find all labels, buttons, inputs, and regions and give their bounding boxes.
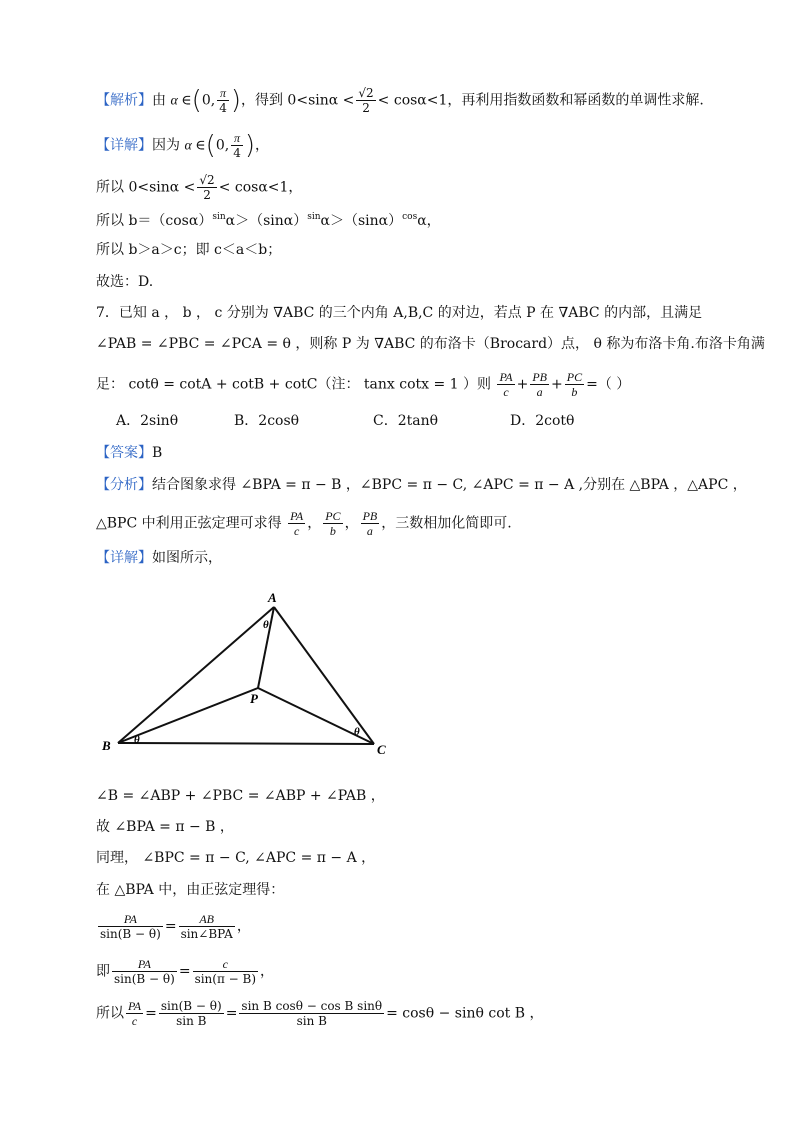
- answer-line: 【答案】B: [96, 445, 163, 461]
- options-row: [116, 410, 676, 430]
- option-d: D．2cotθ: [510, 413, 575, 429]
- fraction: $\frac{\text{sin B cosθ − cos B sinθ}}{\text{sin B}}$: [241, 999, 383, 1028]
- text-line: 在 △BPA 中，由正弦定理得：: [96, 882, 285, 898]
- detail-tag: 【详解】: [96, 550, 152, 566]
- text-line: 所以 b＞a＞c；即 c＜a＜b；: [96, 242, 282, 258]
- fraction: $\frac{PB}{a}$: [362, 509, 378, 538]
- vertex-b-label: B: [102, 738, 111, 753]
- angle-b-label: θ: [134, 734, 140, 746]
- fraction: $\frac{\pi}{4}$: [219, 86, 227, 115]
- angle-a-label: θ: [263, 619, 269, 631]
- vertex-a-label: A: [268, 590, 277, 605]
- fraction: $\frac{PB}{a}$: [532, 370, 548, 399]
- fraction: $\frac{PA}{c}$: [128, 999, 142, 1028]
- detail-tag: 【详解】: [96, 137, 152, 154]
- triangle-diagram: [96, 586, 396, 756]
- angle-c-label: θ: [354, 726, 360, 738]
- fraction: $\frac{PA}{c}$: [290, 509, 304, 538]
- text-line: 所以 $b=(\cos\alpha)^{sin}\alpha>(\sin\alpha)^{sin}\alpha>(\sin\alpha)^{cos}\alpha$，: [96, 212, 441, 229]
- option-c: C．2tanθ: [373, 413, 439, 429]
- equation-line: 即 $\frac{PA}{\sin(B - \theta)}$ = $\frac{c}{\sin(\pi - B)}$ ，: [96, 957, 275, 986]
- fraction: $\frac{√2}{2}$: [358, 86, 374, 115]
- equation-line: 所以 $\frac{PA}{c}$ = $\frac{\sin(B - \theta)}{\text{sin B}}$ = $\frac{\text{sin B cosθ − cos B sinθ}}{\text{sin B}}$ = cosθ − sinθ cot B ，: [96, 999, 544, 1028]
- fraction: $\frac{PA}{\sin(B - \theta)}$: [100, 912, 161, 941]
- text-line: 故 ∠BPA = π − B ，: [96, 819, 234, 835]
- side-ac: [274, 607, 374, 744]
- vertex-c-label: C: [377, 742, 386, 756]
- detail-line: 【详解】因为 α ∈(0, $\frac{\pi}{4}$ )，: [96, 130, 269, 161]
- detail-line: 【详解】如图所示，: [96, 550, 222, 566]
- analysis-line: 【解析】由 α ∈(0, $\frac{\pi}{4}$ )，得到 0<sinα < $\frac{√2}{2}$ < cosα<1，再利用指数函数和幂函数的单调性求解.: [96, 85, 704, 116]
- side-bc: [118, 743, 374, 744]
- analysis-line: △BPC 中利用正弦定理可求得 $\frac{PA}{c}$ ， $\frac{PC}{b}$ ， $\frac{PB}{a}$ ，三数相加化简即可.: [96, 509, 512, 538]
- fraction: $\frac{√2}{2}$: [199, 173, 215, 202]
- point-p-label: P: [250, 691, 258, 706]
- fraction: $\frac{PC}{b}$: [325, 509, 341, 538]
- triangle-figure: [96, 586, 396, 756]
- analysis-tag: 【解析】: [96, 92, 152, 109]
- option-b: B．2cosθ: [234, 413, 300, 429]
- text-line: ∠B = ∠ABP + ∠PBC = ∠ABP + ∠PAB ，: [96, 788, 385, 804]
- fraction: $\frac{\sin(B - \theta)}{\text{sin B}}$: [160, 999, 222, 1028]
- text-line: 所以 0<sinα < $\frac{√2}{2}$ < cosα<1，: [96, 173, 303, 202]
- fraction: $\frac{AB}{\text{sin∠BPA}}$: [180, 912, 233, 941]
- question-line: 7．已知 a ， b ， c 分别为 ∇ABC 的三个内角 A,B,C 的对边，若点 P 在 ∇ABC 的内部，且满足: [96, 305, 703, 321]
- fraction: $\frac{PC}{b}$: [566, 370, 583, 399]
- option-a: A．2sinθ: [116, 413, 179, 429]
- question-line: 足： cotθ = cotA + cotB + cotC（注： tanx cotx = 1 ）则 $\frac{PA}{c}$ + $\frac{PB}{a}$ + $\frac{PC}{b}$ =（ ）: [96, 370, 631, 399]
- analysis-line: 【分析】结合图象求得 ∠BPA = π − B ，∠BPC = π − C, ∠APC = π − A ,分别在 △BPA ，△APC ，: [96, 477, 747, 493]
- text-line: 故选：D.: [96, 274, 154, 290]
- answer-tag: 【答案】: [96, 445, 152, 461]
- side-ab: [118, 607, 274, 743]
- equation-line: $\frac{PA}{\sin(B - \theta)}$ = $\frac{AB}{\text{sin∠BPA}}$ ，: [100, 912, 251, 941]
- fraction: $\frac{\pi}{4}$: [233, 131, 241, 160]
- text-line: 同理， ∠BPC = π − C, ∠APC = π − A ，: [96, 850, 376, 866]
- fraction: $\frac{PA}{c}$: [499, 370, 513, 399]
- fraction: $\frac{PA}{\sin(B - \theta)}$: [114, 957, 175, 986]
- fraction: $\frac{c}{\sin(\pi - B)}$: [194, 957, 257, 986]
- analysis-tag: 【分析】: [96, 477, 152, 493]
- question-line: ∠PAB = ∠PBC = ∠PCA = θ ，则称 P 为 ∇ABC 的布洛卡（Brocard）点， θ 称为布洛卡角.布洛卡角满: [96, 336, 765, 352]
